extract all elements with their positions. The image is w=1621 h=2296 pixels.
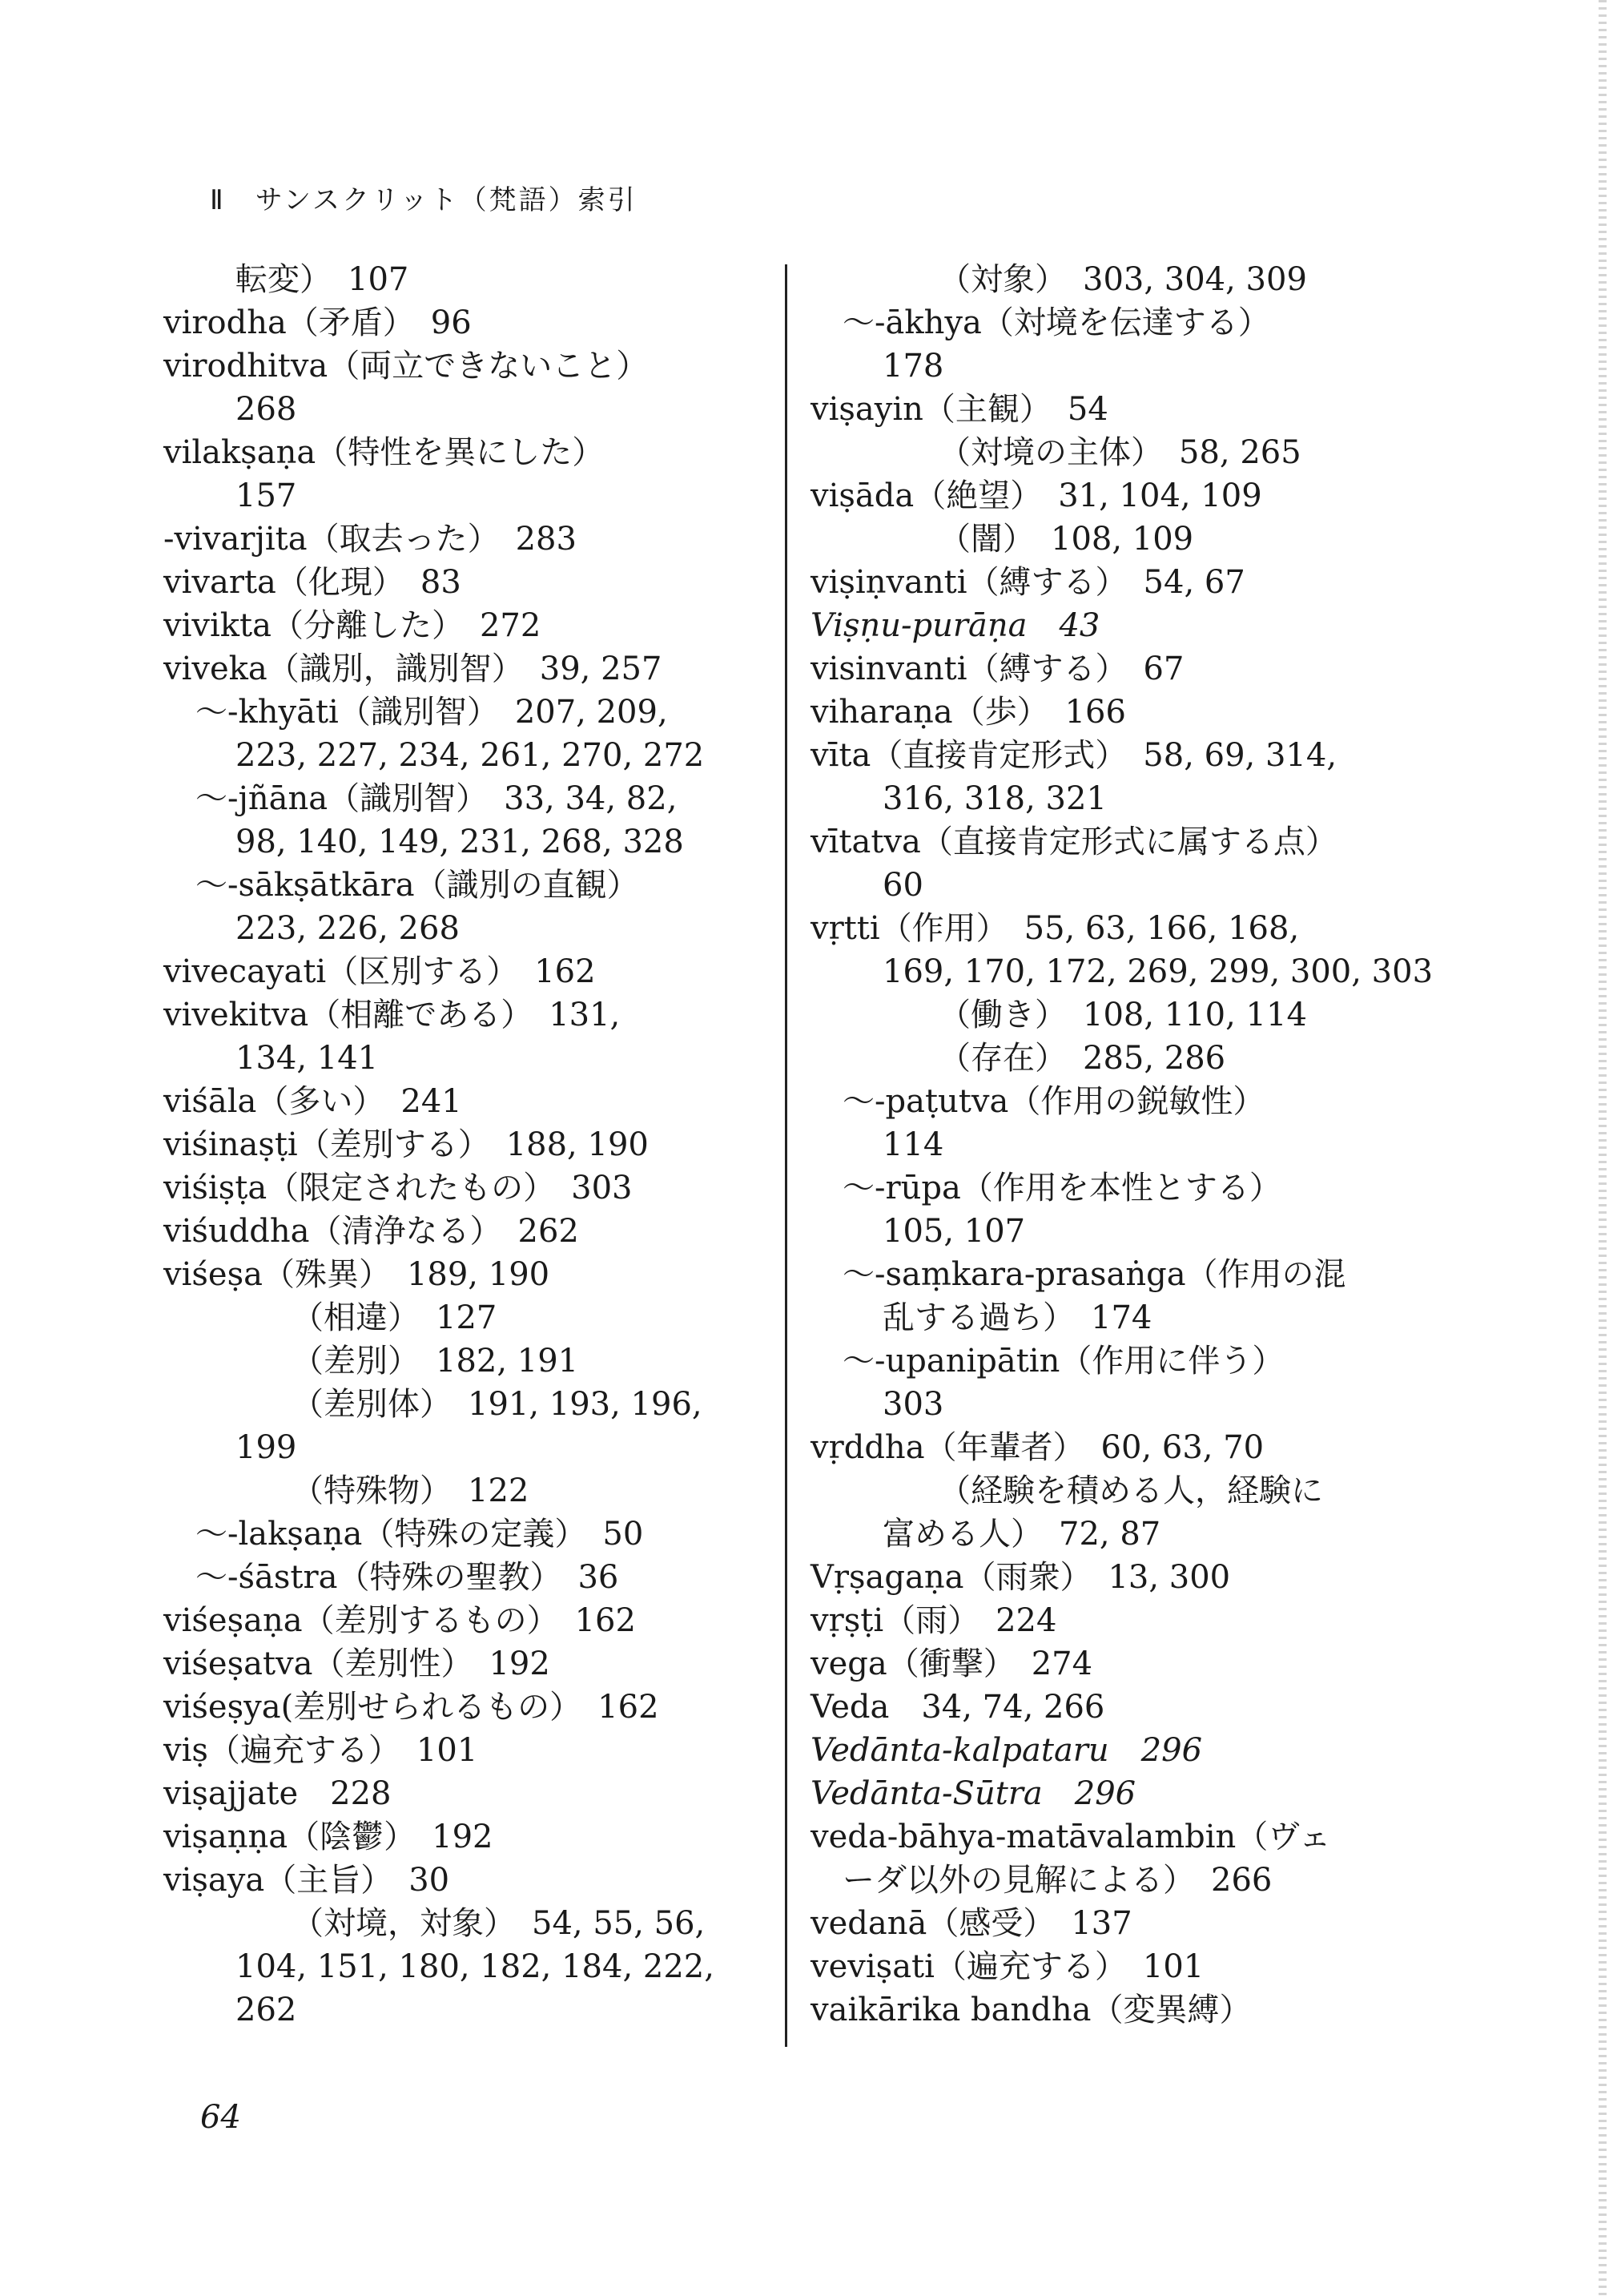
index-entry: 303	[883, 1386, 944, 1423]
index-entry: viharaṇa（歩） 166	[810, 694, 1126, 731]
index-entry: 〜-khyāti（識別智） 207, 209,	[195, 694, 668, 731]
index-entry: 105, 107	[883, 1213, 1026, 1250]
scan-edge	[1599, 0, 1607, 2296]
index-entry: viśinaṣṭi（差別する） 188, 190	[163, 1126, 649, 1163]
index-entry: 乱する過ち） 174	[883, 1299, 1152, 1336]
index-entry: viveka（識別，識別智） 39, 257	[163, 651, 662, 687]
index-entry: vedanā（感受） 137	[810, 1905, 1132, 1942]
index-entry: ーダ以外の見解による） 266	[843, 1862, 1273, 1899]
index-entry: 〜-saṃkara-prasaṅga（作用の混	[843, 1256, 1346, 1293]
index-entry: （存在） 285, 286	[939, 1040, 1226, 1077]
index-entry: 〜-upanipātin（作用に伴う）	[843, 1343, 1285, 1380]
index-entry: viṣajjate 228	[163, 1775, 392, 1812]
index-entry: 178	[883, 348, 944, 385]
index-entry: （差別） 182, 191	[292, 1343, 579, 1380]
index-entry: 60	[883, 867, 923, 904]
index-entry: 262	[235, 1992, 297, 2028]
index-entry: Veda 34, 74, 266	[810, 1689, 1105, 1726]
index-entry: 268	[235, 391, 297, 428]
index-entry: （経験を積める人，経験に	[939, 1472, 1323, 1509]
index-entry: （働き） 108, 110, 114	[939, 997, 1307, 1033]
index-entry: 199	[235, 1429, 297, 1466]
index-entry: veda-bāhya-matāvalambin（ヴェ	[810, 1819, 1331, 1855]
index-entry: vivarta（化現） 83	[163, 564, 461, 601]
index-entry: 富める人） 72, 87	[883, 1516, 1161, 1553]
index-entry: 〜-sākṣātkāra（識別の直観）	[195, 867, 639, 904]
index-entry: 〜-paṭutva（作用の鋭敏性）	[843, 1083, 1265, 1120]
index-entry: （闇） 108, 109	[939, 521, 1194, 558]
index-entry: 134, 141	[235, 1040, 379, 1077]
index-entry: viṣayin（主観） 54	[810, 391, 1108, 428]
index-entry: virodha（矛盾） 96	[163, 304, 472, 341]
index-entry: viśāla（多い） 241	[163, 1083, 462, 1120]
index-entry: viṣ（遍充する） 101	[163, 1732, 478, 1769]
index-entry: vṛddha（年輩者） 60, 63, 70	[810, 1429, 1265, 1466]
index-entry: Viṣṇu-purāṇa 43	[810, 607, 1100, 644]
index-entry: visinvanti（縛する） 67	[810, 651, 1185, 687]
index-entry: 転変） 107	[235, 261, 409, 298]
index-entry: 169, 170, 172, 269, 299, 300, 303	[883, 953, 1434, 990]
index-entry: 316, 318, 321	[883, 780, 1107, 817]
index-entry: vṛtti（作用） 55, 63, 166, 168,	[810, 910, 1300, 947]
index-entry: 223, 227, 234, 261, 270, 272	[235, 737, 705, 774]
index-entry: vīta（直接肯定形式） 58, 69, 314,	[810, 737, 1337, 774]
index-entry: viṣiṇvanti（縛する） 54, 67	[810, 564, 1245, 601]
index-entry: vṛṣṭi（雨） 224	[810, 1602, 1057, 1639]
index-entry: viṣāda（絶望） 31, 104, 109	[810, 477, 1262, 514]
index-entry: Vedānta-Sūtra 296	[810, 1775, 1136, 1812]
index-entry: vivikta（分離した） 272	[163, 607, 541, 644]
index-entry: 〜-jñāna（識別智） 33, 34, 82,	[195, 780, 678, 817]
column-divider	[785, 264, 787, 2047]
index-entry: vega（衝撃） 274	[810, 1645, 1093, 1682]
index-entry: viśeṣa（殊異） 189, 190	[163, 1256, 550, 1293]
index-entry: 98, 140, 149, 231, 268, 328	[235, 824, 684, 860]
index-entry: 〜-ākhya（対境を伝達する）	[843, 304, 1270, 341]
index-entry: 〜-śāstra（特殊の聖教） 36	[195, 1559, 619, 1596]
index-entry: 114	[883, 1126, 944, 1163]
index-entry: 223, 226, 268	[235, 910, 460, 947]
index-entry: viśeṣaṇa（差別するもの） 162	[163, 1602, 636, 1639]
index-entry: vilakṣaṇa（特性を異にした）	[163, 434, 605, 471]
index-entry: vivekitva（相離である） 131,	[163, 997, 621, 1033]
running-header: Ⅱ サンスクリット（梵語）索引	[210, 184, 638, 216]
index-entry: viṣaya（主旨） 30	[163, 1862, 450, 1899]
left-index-column	[163, 258, 772, 2032]
index-entry: viśeṣatva（差別性） 192	[163, 1645, 550, 1682]
index-entry: （特殊物） 122	[292, 1472, 529, 1509]
index-entry: vivecayati（区別する） 162	[163, 953, 596, 990]
index-entry: -vivarjita（取去った） 283	[163, 521, 577, 558]
index-entry: vaikārika bandha（変異縛）	[810, 1992, 1252, 2028]
index-entry: viṣaṇṇa（陰鬱） 192	[163, 1819, 493, 1855]
index-entry: Vṛṣagaṇa（雨衆） 13, 300	[810, 1559, 1231, 1596]
index-entry: 157	[235, 477, 297, 514]
right-index-column	[810, 258, 1435, 2032]
index-entry: vītatva（直接肯定形式に属する点）	[810, 824, 1337, 860]
page-number: 64	[200, 2099, 241, 2136]
index-entry: viśuddha（清浄なる） 262	[163, 1213, 579, 1250]
index-entry: （相違） 127	[292, 1299, 497, 1336]
index-entry: （対境，対象） 54, 55, 56,	[292, 1905, 706, 1942]
index-entry: （差別体） 191, 193, 196,	[292, 1386, 702, 1423]
index-entry: Vedānta-kalpataru 296	[810, 1732, 1203, 1769]
index-entry: 104, 151, 180, 182, 184, 222,	[235, 1948, 714, 1985]
index-entry: viśiṣṭa（限定されたもの） 303	[163, 1170, 633, 1206]
index-entry: （対境の主体） 58, 265	[939, 434, 1301, 471]
index-entry: （対象） 303, 304, 309	[939, 261, 1307, 298]
index-entry: veviṣati（遍充する） 101	[810, 1948, 1205, 1985]
index-entry: 〜-rūpa（作用を本性とする）	[843, 1170, 1281, 1206]
index-entry: viśeṣya(差別せられるもの） 162	[163, 1689, 659, 1726]
index-entry: 〜-lakṣaṇa（特殊の定義） 50	[195, 1516, 644, 1553]
index-entry: virodhitva（両立できないこと）	[163, 348, 649, 385]
